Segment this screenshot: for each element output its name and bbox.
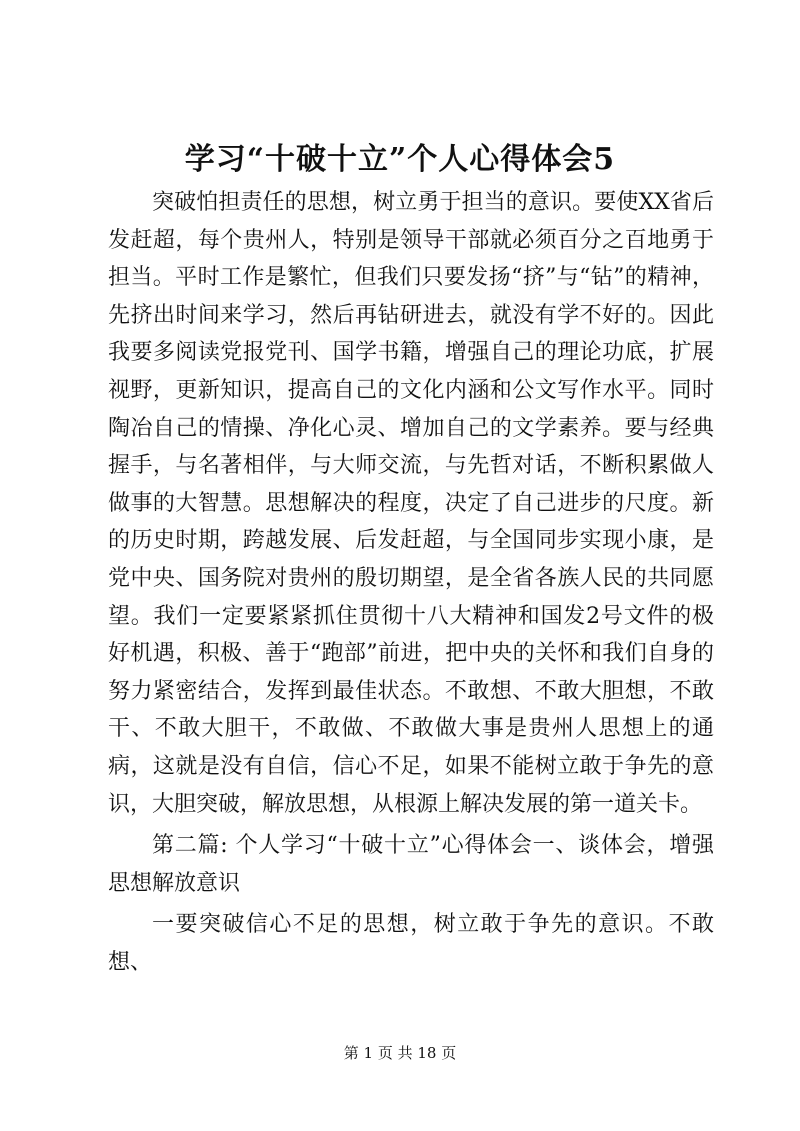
paragraph-2: 第二篇: 个人学习“十破十立”心得体会一、谈体会，增强思想解放意识 bbox=[108, 833, 714, 896]
page-footer: 第 1 页 共 18 页 bbox=[343, 1044, 457, 1062]
paragraph-3: 一要突破信心不足的思想，树立敢于争先的意识。不敢想、 bbox=[108, 912, 714, 975]
paragraph-1: 突破怕担责任的思想，树立勇于担当的意识。要使XX省后发赶超，每个贵州人，特别是领导干部就必须百分之百地勇于担当。平时工作是繁忙，但我们只要发扬“挤”与“钻”的精神，先挤出时间来学习，然后再钻研进去，就没有学不好的。因此我要多阅读党报党刊、国学书籍，增强自己的理论功底，扩展视野，更新知识，提高自己的文化内涵和公文写作水平。同时陶冶自己的情操、净化心灵、增加自己的文学素养。要与经典握手，与名著相伴，与大师交流，与先哲对话，不断积累做人做事的大智慧。思想解决的程度，决定了自己进步的尺度。新的历史时期，跨越发展、后发赶超，与全国同步实现小康，是党中央、国务院对贵州的殷切期望，是全省各族人民的共同愿望。我们一定要紧紧抓住贯彻十八大精神和国发2号文件的极好机遇，积极、善于“跑部”前进，把中央的关怀和我们自身的努力紧密结合，发挥到最佳状态。不敢想、不敢大胆想，不敢干、不敢大胆干，不敢做、不敢做大事是贵州人思想上的通病，这就是没有自信，信心不足，如果不能树立敢于争先的意识，大胆突破，解放思想，从根源上解决发展的第一道关卡。 bbox=[108, 190, 714, 817]
document-body bbox=[108, 184, 714, 981]
document-title: 学习“十破十立”个人心得体会5 bbox=[184, 142, 616, 177]
